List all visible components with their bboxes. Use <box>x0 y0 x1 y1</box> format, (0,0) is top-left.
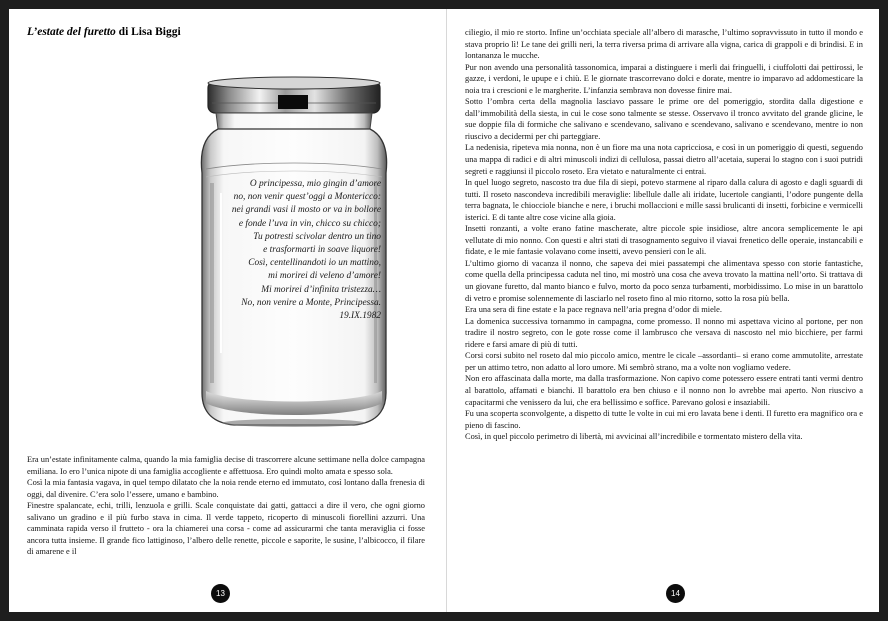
left-page <box>9 9 446 612</box>
paragraph: Finestre spalancate, echi, trilli, lenzuola e grilli. Scale conquistate dai gatti, gattacci a dire il vero, che ogni giorno salivano un gradino e il più furbo stava in cima. Il verde tappeto, ricoperto di minuscoli fiorellini azzurri. Una camminata rapida verso il frutteto - ora la chiamerei una corsa - come ad assicurarmi che tanta meraviglia ci fosse ancora tutta insieme. Il grande fico lattiginoso, l’albero delle renette, piccole e saporite, le susine, l’albicocco, il filare di amarene e il <box>27 501 425 557</box>
poem <box>221 178 381 323</box>
paragraph: L’ultimo giorno di vacanza il nonno, che sapeva dei miei passatempi che alimentava spesso con storie fantastiche, come quella della principessa caduta nel tino, mi mostrò una cosa che aveva trovato la mattina nell’orto. Si trattava di un giovane furetto, dal manto bianco e fulvo, morto da poco senza turbamenti, morbidissimo. Lo mise in un barattolo di vetro e promise solennemente di lasciarlo nel roseto fino al mio ritorno, sotto la rosa più bella. <box>465 258 863 303</box>
page-number: 14 <box>666 584 685 603</box>
poem-line: No, non venire a Monte, Principessa. <box>241 297 381 308</box>
poem-line: e fonde l’uva in vin, chicco su chicco; <box>238 218 381 229</box>
paragraph: In quel luogo segreto, nascosto tra due fila di siepi, potevo starmene al riparo dalla calura di agosto e dagli sguardi di tutti. Il roseto nascondeva incredibili meraviglie: libellule dalle ali iridate, lucertole cangianti, l’odore pungente della terra bagnata, le chiocciole bianche e nere, i bruchi mollaccioni e mille sassi brulicanti di insetti, forbicine e vermicelli isterici. E di tante altre cose vicine alla gioia. <box>465 178 863 222</box>
paragraph: Così, in quel piccolo perimetro di libertà, mi avvicinai all’incredibile e tormentato mistero della vita. <box>465 432 803 442</box>
poem-line: no, non venir quest’oggi a Montericco: <box>233 192 381 203</box>
paragraph: La nedenisia, ripeteva mia nonna, non è un fiore ma una nota capricciosa, e così in un pomeriggio di questi, seguendo una mappa di radici e di altri minuscoli indizi di cellulosa, passai dietro all’acetaia, superai lo stagno con i suoi putridi segreti e raggiunsi il piccolo roseto. Era vietato e naturalmente ci entrai. <box>465 143 863 176</box>
right-page <box>447 9 879 612</box>
poem-line: mi morirei di veleno d’amore! <box>268 271 381 282</box>
paragraph: Pur non avendo una personalità tassonomica, imparai a distinguere i merli dai fringuelli, i ciuffolotti dai pettirossi, le gazze, i verdoni, le upupe e i chiù. E le giornate trascorrevano dolci e dorate, mentre io imparavo ad addomesticare la noia tra i crescioni e le margherite. L’infanzia sembrava non dovesse finire mai. <box>465 62 863 95</box>
poem-line: O principessa, mio gingin d’amore <box>249 179 381 189</box>
page-number: 13 <box>211 584 230 603</box>
title-text: L’estate del furetto <box>27 26 116 38</box>
poem-line: Tu potresti scivolar dentro un tino <box>253 231 381 242</box>
paragraph: Corsi corsi subito nel roseto dal mio piccolo amico, mentre le cicale –assordanti– si erano come ammutolite, arrestate per un attimo tetro, non adatto al loro umore. Mi sembrò strano, ma a volte non vogliamo vedere. <box>465 351 863 372</box>
poem-line: Mi morirei d’infinita tristezza… <box>261 284 381 295</box>
poem-line: nei grandi vasi il mosto or va in bollore <box>231 205 381 216</box>
author-byline: di Lisa Biggi <box>115 26 181 38</box>
paragraph: Fu una scoperta sconvolgente, a dispetto di tutte le volte in cui mi ero lavata bene i denti. Il furetto era magnifico ora e pieno di fascino. <box>465 409 863 430</box>
poem-line: e trasformarti in soave liquore! <box>263 245 381 256</box>
right-body-text <box>465 27 863 443</box>
paragraph: ciliegio, il mio re storto. Infine un’occhiata speciale all’albero di marasche, l’ultimo sopravvissuto in tutto il mondo e stava proprio lì! Le tane dei grilli neri, la terra riversa prima di arrivare alla vigna, carica di grappoli e di brindisi. E in lontananza le mucche. <box>465 28 863 61</box>
paragraph: Così la mia fantasia vagava, in quel tempo dilatato che la noia rende eterno ed immutato, così lontano dalla frenesia di oggi, dal divenire. C’era solo l’essere, umano e bambino. <box>27 478 425 499</box>
paragraph: Era una sera di fine estate e la pace regnava nell’aria pregna d’odor di miele. <box>465 305 722 315</box>
paragraph: Non ero affascinata dalla morte, ma dalla trasformazione. Non capivo come potessero essere entrati tanti vermi dentro al barattolo, affamati e bianchi. Il barattolo era ben chiuso e il nonno non lo avrebbe mai aperto. Non riuscivo a capacitarmi che venissero da lui, che era bellissimo e soffice. Parevano golosi e insaziabili. <box>465 374 863 407</box>
left-body-text <box>27 454 425 558</box>
paragraph: La domenica successiva tornammo in campagna, come promesso. Il nonno mi aspettava vicino al portone, per non tradire il nostro segreto, con le gote rosse come il lambrusco che versava di nascosto nel mio bicchiere, per farmi ridere e farsi amare di più di tutti. <box>465 316 863 349</box>
poem-line: Così, centellinandoti io un mattino, <box>248 258 381 269</box>
paragraph: Era un’estate infinitamente calma, quando la mia famiglia decise di trascorrere alcune settimane nella dolce campagna emiliana. Io ero l’unica nipote di una famiglia accogliente e affettuosa. Ero quindi molto amata e spesso sola. <box>27 455 425 476</box>
story-title <box>27 26 181 38</box>
paragraph: Insetti ronzanti, a volte erano fatine mascherate, altre piccole spie insidiose, altre ancora semplicemente le api vellutate di mio nonno. Con questi e altri stati di trasognamento seguivo il viavai frenetico delle operaie, instancabili e fidate, e le mie fantasie volavano come insetti, avevo pensieri con le ali. <box>465 224 863 257</box>
paragraph: Sotto l’ombra certa della magnolia lasciavo passare le prime ore del pomeriggio, stordita dalla digestione e dall’immobilità della siesta, in cui le cose sono talmente se stesse. Osservavo il tronco avvitato del grande glicine, le sue doppie fila di formiche che salivano e scendevano, salivano e scendevano, salivano e scendevano, mentre io non riuscivo a decidermi per chi parteggiare. <box>465 97 863 141</box>
book-spread <box>9 9 879 612</box>
poem-date: 19.IX.1982 <box>339 311 381 322</box>
